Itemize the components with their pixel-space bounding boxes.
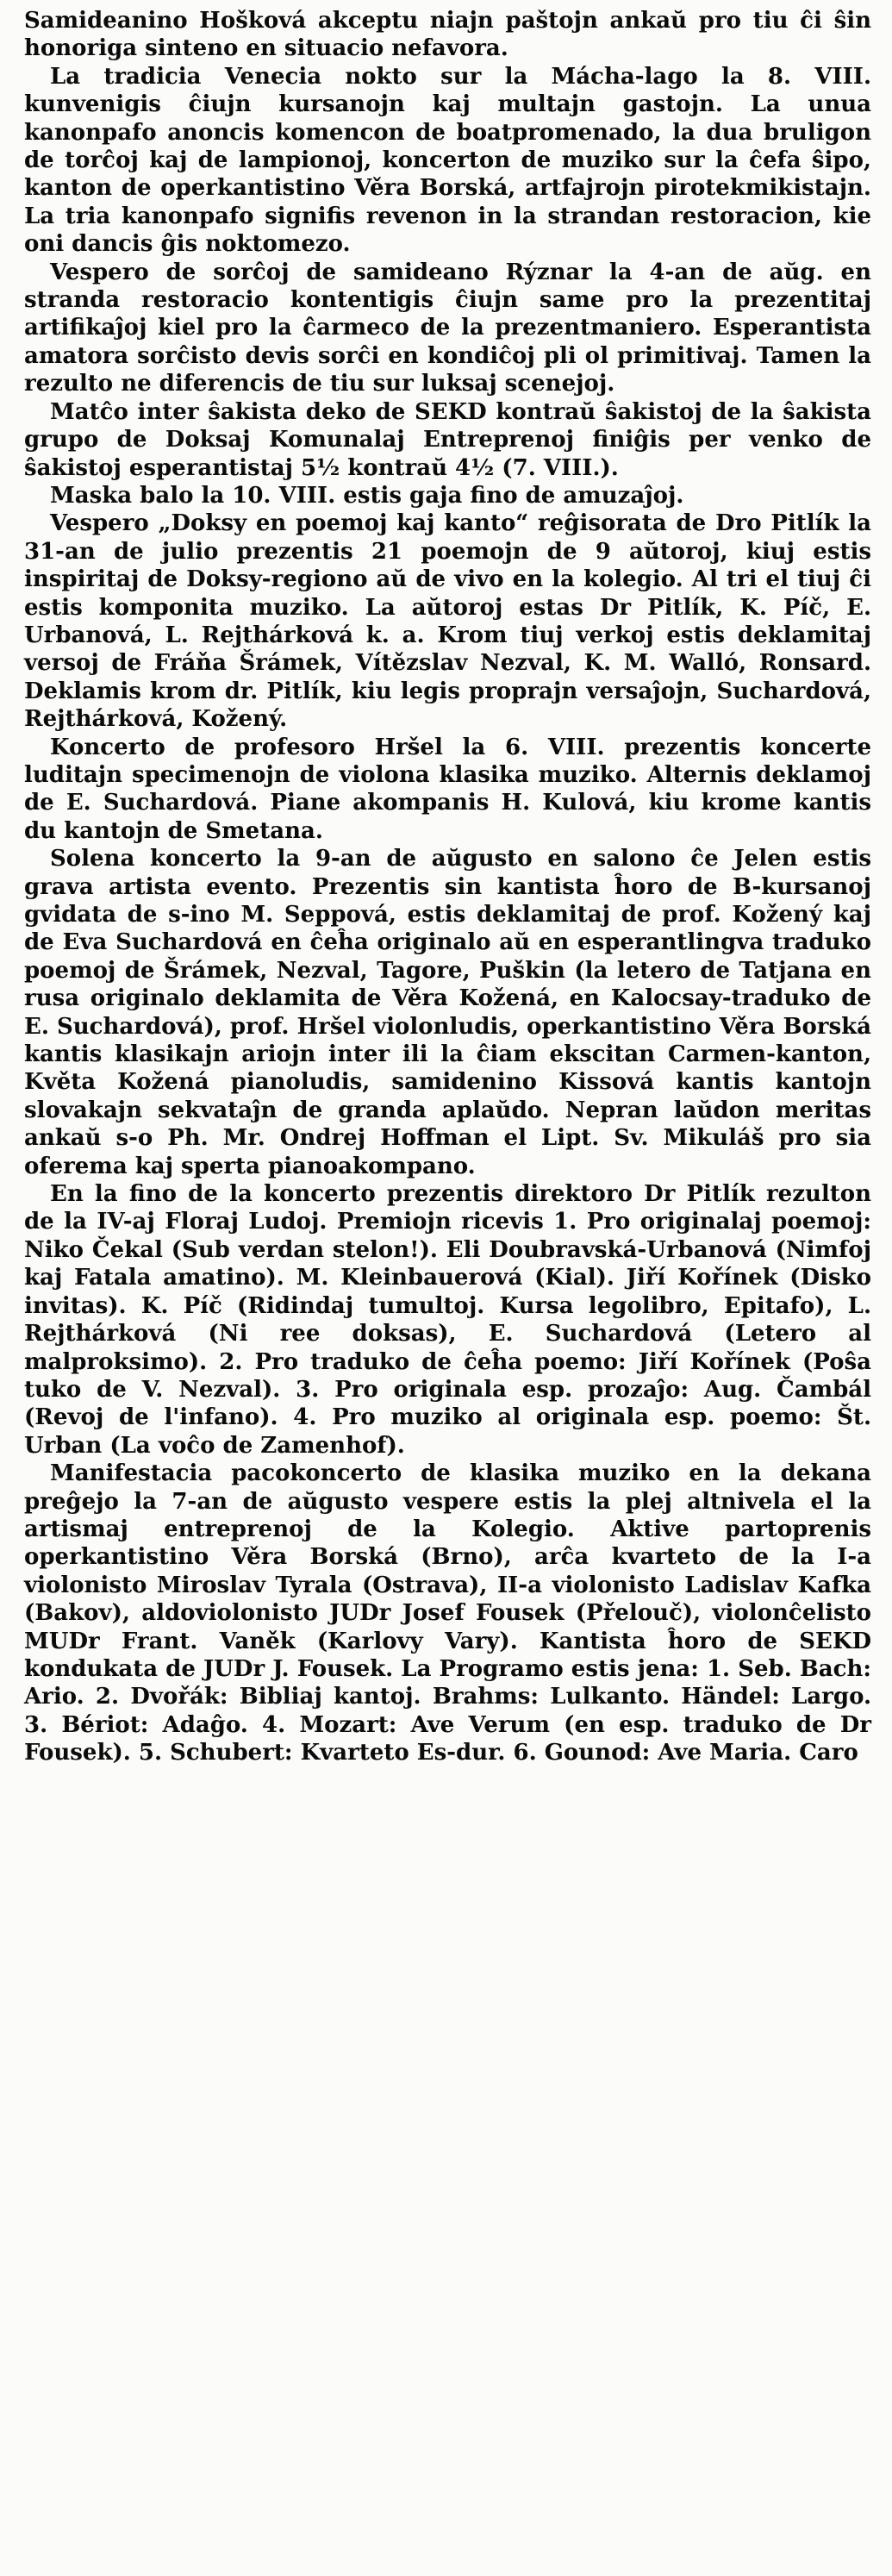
paragraph-maska-balo: Maska balo la 10. VIII. estis gaja fino de amuzaĵoj.	[50, 482, 684, 509]
paragraph-floraj-ludoj: En la fino de la koncerto prezentis direktoro Dr Pitlík rezulton de la IV-aj Floraj Ludoj. Premiojn ricevis 1. Pro originalaj poemoj: Niko Čekal (Sub verdan stelon!). Eli Doubravská-Urbanová (Nimfoj kaj Fatala amatino). M. Kleinbauerová (Kial). Jiří Kořínek (Disko invitas). K. Píč (Ridindaj tumultoj. Kursa legolibro, Epitafo), L. Rejthárková (Ni ree doksas), E. Suchardová (Letero al malproksimo). 2. Pro traduko de ĉeĥa poemo: Jiří Kořínek (Poŝa tuko de V. Nezval). 3. Pro originala esp. prozaĵo: Aug. Čambál (Revoj de l'infano). 4. Pro muziko al originala esp. poemo: Št. Urban (La voĉo de Zamenhof).	[24, 1181, 871, 1459]
paragraph-sakmatco: Matĉo inter ŝakista deko de SEKD kontraŭ ŝakistoj de la ŝakista grupo de Doksaj Komunalaj Entreprenoj finiĝis per venko de ŝakistoj esperantistaj 5½ kontraŭ 4½ (7. VIII.).	[24, 398, 871, 481]
paragraph-vespero-sorcoj: Vespero de sorĉoj de samideano Rýznar la 4-an de aŭg. en stranda restoracio kontentigis ĉiujn same pro la prezentitaj artifikaĵoj kiel pro la ĉarmeco de la prezentmaniero. Esperantista amatora sorĉisto devis sorĉi en kondiĉoj pli ol primitivaj. Tamen la rezulto ne diferencis de tiu sur luksaj scenejoj.	[24, 259, 871, 397]
paragraph-pacokoncerto: Manifestacia pacokoncerto de klasika muziko en la dekana preĝejo la 7-an de aŭgusto vespere estis la plej altnivela el la artismaj entreprenoj de la Kolegio. Aktive partoprenis operkantistino Věra Borská (Brno), arĉa kvarteto de la I-a violonisto Miroslav Tyrala (Ostrava), II-a violonisto Ladislav Kafka (Bakov), aldoviolonisto JUDr Josef Fousek (Přelouč), violonĉelisto MUDr Frant. Vaněk (Karlovy Vary). Kantista ĥoro de SEKD kondukata de JUDr J. Fousek. La Programo estis jena: 1. Seb. Bach: Ario. 2. Dvořák: Bibliaj kantoj. Brahms: Lulkanto. Händel: Largo. 3. Bériot: Adaĝo. 4. Mozart: Ave Verum (en esp. traduko de Dr Fousek). 5. Schubert: Kvarteto Es-dur. 6. Gounod: Ave Maria. Caro	[24, 1460, 871, 1766]
paragraph-solena-koncerto: Solena koncerto la 9-an de aŭgusto en salono ĉe Jelen estis grava artista evento. Prezentis sin kantista ĥoro de B-kursanoj gvidata de s-ino M. Seppová, estis deklamitaj de prof. Kožený kaj de Eva Suchardová en ĉeĥa originalo aŭ en esperantlingva traduko poemoj de Šrámek, Nezval, Tagore, Puškin (la letero de Tatjana en rusa originalo deklamita de Věra Kožená, en Kalocsay-traduko de E. Suchardová), prof. Hršel violonludis, operkantistino Věra Borská kantis klasikajn ariojn inter ili la ĉiam ekscitan Carmen-kanton, Květa Kožená pianoludis, samidenino Kissová kantis kantojn slovakajn sekvataĵn de granda aplaŭdo. Nepran laŭdon meritas ankaŭ s-o Ph. Mr. Ondrej Hoffman el Lipt. Sv. Mikuláš pro sia oferema kaj sperta pianoakompano.	[24, 846, 871, 1179]
paragraph-doksy-poemoj: Vespero „Doksy en poemoj kaj kanto“ reĝisorata de Dro Pitlík la 31-an de julio prezentis 21 poemojn de 9 aŭtoroj, kiuj estis inspiritaj de Doksy-regiono aŭ de vivo en la kolegio. Al tri el tiuj ĉi estis komponita muziko. La aŭtoroj estas Dr Pitlík, K. Píč, E. Urbanová, L. Rejthárková k. a. Krom tiuj verkoj estis deklamitaj versoj de Fráňa Šrámek, Vítězslav Nezval, K. M. Walló, Ronsard. Deklamis krom dr. Pitlík, kiu legis proprajn versaĵojn, Suchardová, Rejthárková, Kožený.	[24, 510, 871, 733]
paragraph-koncerto-hrsel: Koncerto de profesoro Hršel la 6. VIII. prezentis koncerte luditajn specimenojn de violona klasika muziko. Alternis deklamoj de E. Suchardová. Piane akompanis H. Kulová, kiu krome kantis du kantojn de Smetana.	[24, 734, 871, 844]
paragraph-venecia-nokto: La tradicia Venecia nokto sur la Mácha-lago la 8. VIII. kunvenigis ĉiujn kursanojn kaj multajn gastojn. La unua kanonpafo anoncis komencon de boatpromenado, la dua bruligon de torĉoj kaj de lampionoj, koncerton de muziko sur la ĉefa ŝipo, kanton de operkantistino Věra Borská, artfajrojn pirotekmikistajn. La tria kanonpafo signifis revenon in la strandan restoracion, kie oni dancis ĝis noktomezo.	[24, 63, 871, 258]
paragraph-hoskova: Samideanino Hošková akceptu niajn paštojn ankaŭ pro tiu ĉi ŝin honoriga sinteno en situacio nefavora.	[24, 8, 871, 62]
